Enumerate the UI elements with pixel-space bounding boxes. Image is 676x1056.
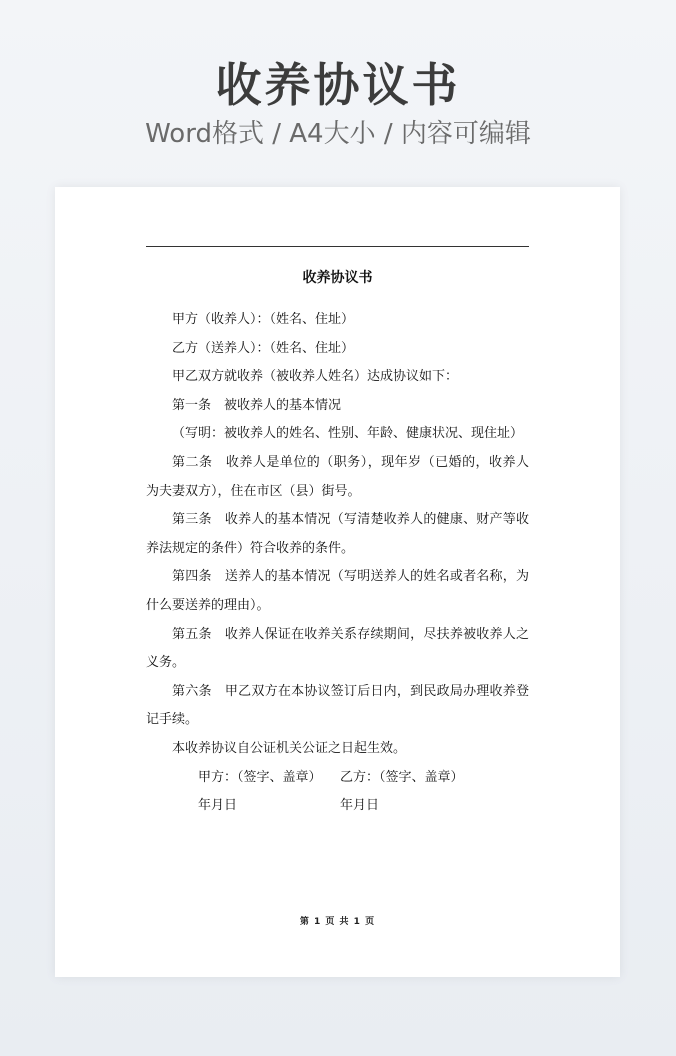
paragraph-effective: 本收养协议自公证机关公证之日起生效。: [172, 740, 407, 756]
document-page: [55, 187, 620, 977]
document-body: [146, 306, 529, 821]
paragraph-party-a: 甲方（收养人）：（姓名、住址）: [172, 312, 355, 327]
signature-row: [146, 764, 529, 793]
paragraph-article-2: 第二条 收养人是单位的（职务），现年岁（已婚的，收养人为夫妻双方），住在市区（县）街号。: [146, 454, 529, 499]
paragraph-article-3: 第三条 收养人的基本情况（写清楚收养人的健康、财产等收养法规定的条件）符合收养的条件。: [146, 512, 529, 556]
date-party-b: 年月日: [340, 798, 380, 814]
paragraph-article-1: 第一条 被收养人的基本情况: [172, 397, 342, 413]
document-title: 收养协议书: [302, 270, 373, 286]
date-row: [146, 792, 529, 821]
hero-subtitle: Word格式 / A4大小 / 内容可编辑: [145, 119, 531, 149]
signature-party-a: 甲方：（签字、盖章）: [198, 769, 322, 785]
header-rule: [146, 246, 529, 247]
date-party-a: 年月日: [198, 798, 238, 814]
paragraph-article-1-note: （写明：被收养人的姓名、性别、年龄、健康状况、现住址）: [172, 426, 524, 442]
hero-title: 收养协议书: [215, 58, 461, 112]
paragraph-article-5: 第五条 收养人保证在收养关系存续期间，尽扶养被收养人之义务。: [146, 626, 529, 671]
paragraph-intro: 甲乙双方就收养（被收养人姓名）达成协议如下：: [172, 369, 459, 385]
page-footer: 第 1 页 共 1 页: [299, 917, 376, 927]
paragraph-article-6: 第六条 甲乙双方在本协议签订后日内，到民政局办理收养登记手续。: [146, 683, 529, 728]
signature-party-b: 乙方：（签字、盖章）: [340, 769, 464, 785]
paragraph-party-b: 乙方（送养人）：（姓名、住址）: [172, 340, 355, 356]
paragraph-article-4: 第四条 送养人的基本情况（写明送养人的姓名或者名称，为什么要送养的理由）。: [146, 569, 529, 613]
